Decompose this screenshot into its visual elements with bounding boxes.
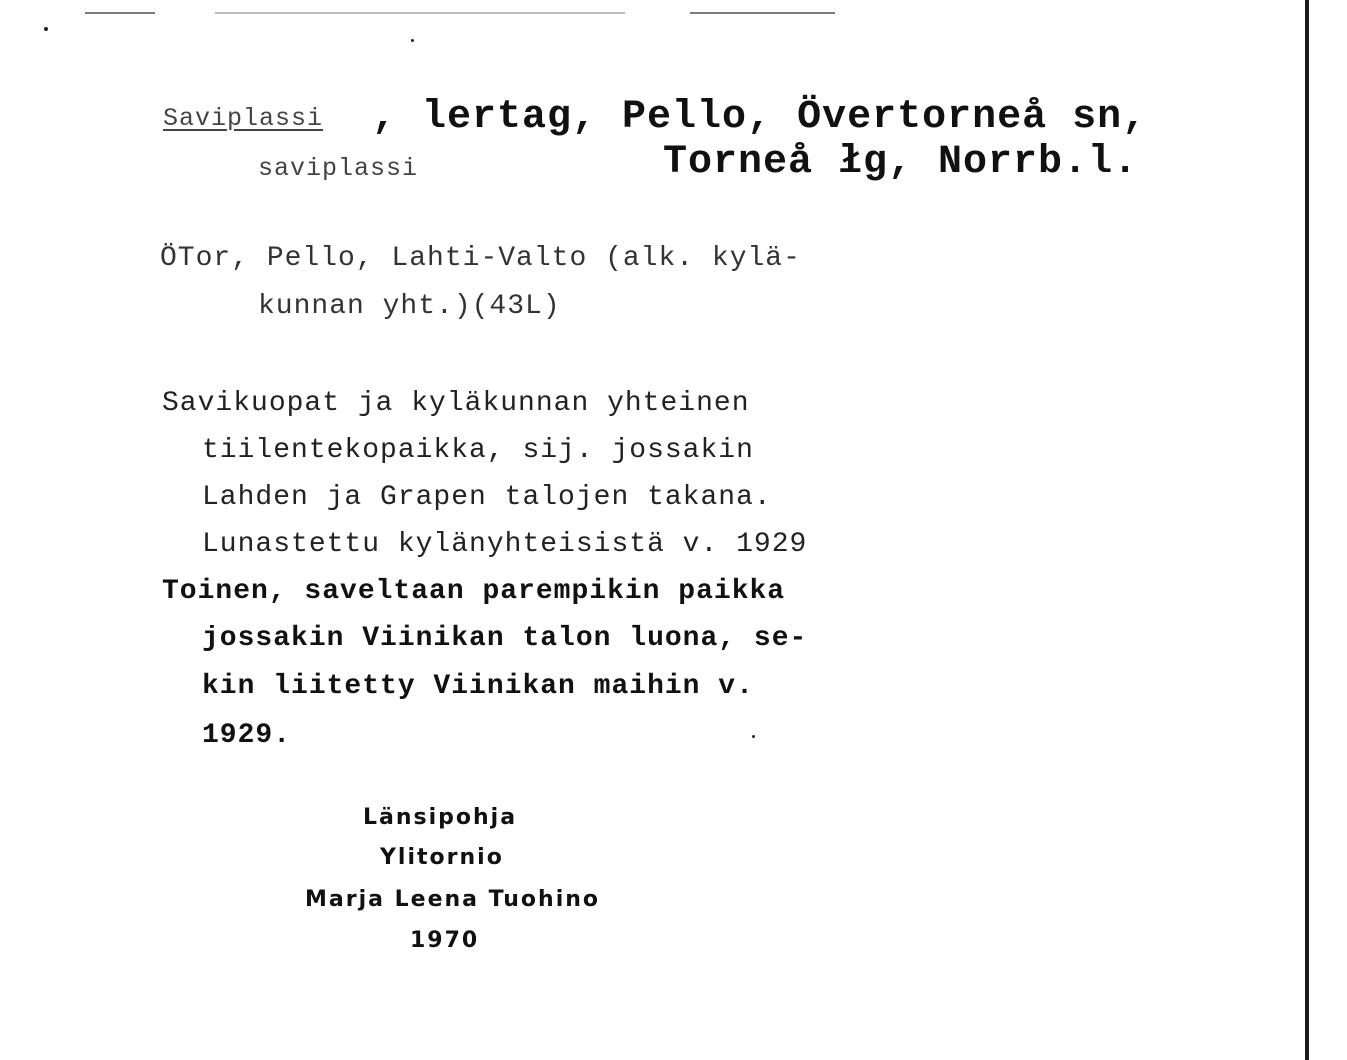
body-line: Toinen, saveltaan parempikin paikka — [162, 576, 786, 607]
body-line: Lahden ja Grapen talojen takana. — [202, 482, 772, 513]
body-line: Lunastettu kylänyhteisistä v. 1929 — [202, 529, 808, 560]
signature-region: Länsipohja — [363, 805, 518, 830]
scan-mark — [215, 12, 625, 14]
location-line-1: , lertag, Pello, Övertorneå sn, — [372, 95, 1148, 140]
location-line-2: Torneå łg, Norrb.l. — [663, 140, 1139, 185]
scan-mark — [85, 12, 155, 14]
source-line-1: ÖTor, Pello, Lahti-Valto (alk. kylä- — [160, 243, 801, 274]
signature-parish: Ylitornio — [380, 845, 504, 870]
scan-speck — [752, 735, 755, 738]
card-edge — [1305, 0, 1309, 1060]
body-line: 1929. — [202, 720, 292, 751]
headword: Saviplassi — [163, 104, 324, 133]
body-line: tiilentekopaikka, sij. jossakin — [202, 435, 754, 466]
scan-mark — [690, 12, 835, 14]
scan-speck — [44, 27, 48, 31]
body-line: kin liitetty Viinikan maihin v. — [202, 671, 754, 702]
signature-collector: Marja Leena Tuohino — [305, 887, 601, 912]
body-line: Savikuopat ja kyläkunnan yhteinen — [162, 388, 750, 419]
body-line: jossakin Viinikan talon luona, se- — [202, 623, 808, 654]
headword-pronunciation: saviplassi — [258, 154, 419, 183]
signature-year: 1970 — [410, 928, 480, 953]
source-line-2: kunnan yht.)(43L) — [258, 291, 561, 322]
scan-speck — [411, 39, 414, 42]
